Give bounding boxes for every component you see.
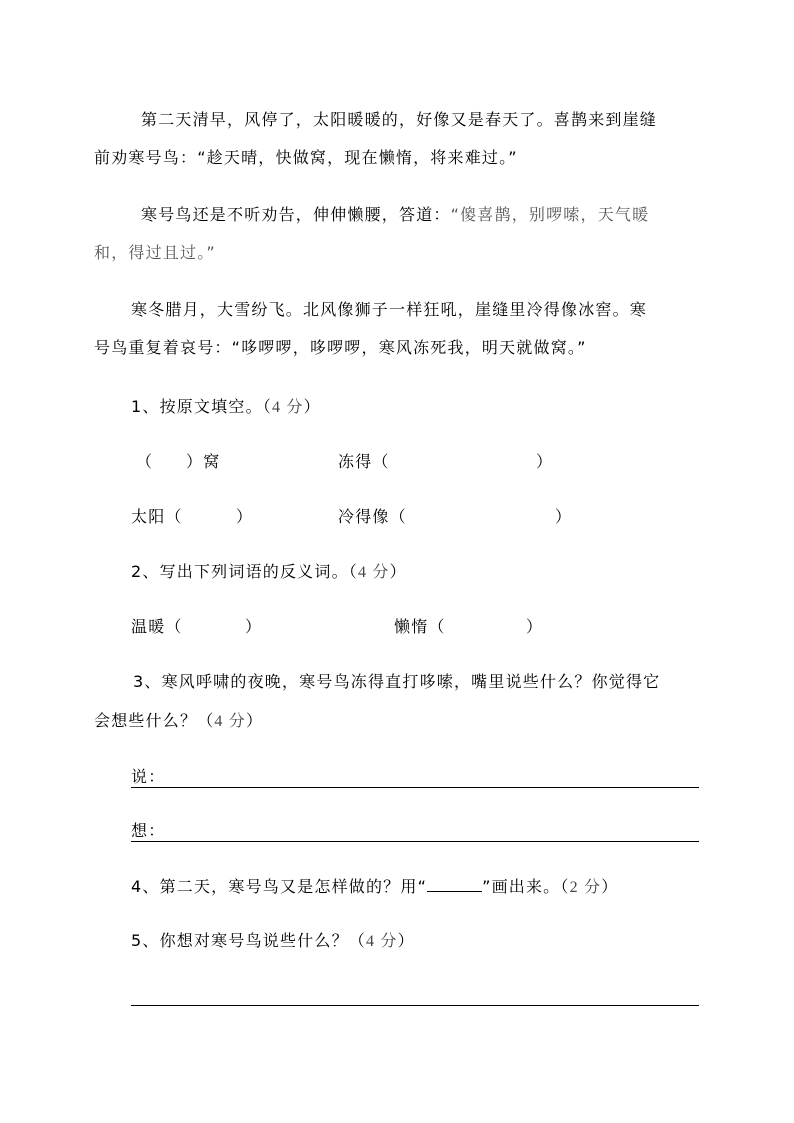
q1-points-close: ） <box>303 397 321 416</box>
passage-p2-line1 <box>141 205 649 225</box>
q3-say-answer-line[interactable] <box>131 787 699 788</box>
q3-say-label: 说： <box>131 767 166 786</box>
question-3-line2 <box>94 711 263 732</box>
question-4 <box>131 877 618 898</box>
passage-p3-line1: 寒冬腊月，大雪纷飞。北风像狮子一样狂吼，崖缝里冷得像冰窖。寒 <box>131 300 648 319</box>
q5-answer-line[interactable] <box>131 1005 699 1006</box>
q1-blank-a-open: （ <box>136 452 154 471</box>
q5-points-close: ） <box>397 931 415 950</box>
q4-points: 2 分 <box>569 879 602 896</box>
q2-points-open: （ <box>348 562 358 581</box>
q3-think-answer-line[interactable] <box>131 841 699 842</box>
q1-blank-d-label: 冷得像（ <box>338 507 407 526</box>
passage-p2-line1-a: 寒号鸟还是不听劝告，伸伸懒腰，答道： <box>141 205 451 224</box>
q1-points: 4 分 <box>271 399 304 416</box>
question-3-line1: 3、寒风呼啸的夜晚，寒号鸟冻得直打哆嗦，嘴里说些什么？你觉得它 <box>133 672 661 691</box>
q3-points-close: ） <box>246 711 264 730</box>
q5-points: 4 分 <box>365 933 398 950</box>
q2-blank-b-close: ） <box>526 617 544 636</box>
passage-p2-line1-b: “傻喜鹊，别啰嗦，天气暖 <box>450 205 650 224</box>
q2-blank-b-label: 懒惰（ <box>394 617 446 636</box>
q2-points: 4 分 <box>357 564 390 581</box>
q3-line2-text: 会想些什么？（ <box>94 711 215 730</box>
q4-underline-sample <box>427 877 482 892</box>
q1-blank-b-close: ） <box>536 452 554 471</box>
q4-text-a: 4、第二天，寒号鸟又是怎样做的？用“ <box>131 877 428 896</box>
q2-text: 2、写出下列词语的反义词。 <box>131 562 349 581</box>
q2-blank-a-close: ） <box>245 617 263 636</box>
passage-p1-line2: 前劝寒号鸟：“趁天晴，快做窝，现在懒惰，将来难过。” <box>94 148 518 167</box>
q1-text: 1、按原文填空。 <box>131 397 263 416</box>
q4-points-close: ） <box>601 877 619 896</box>
q4-text-b: ”画出来。（ <box>482 877 570 896</box>
q3-think-label: 想： <box>131 821 166 840</box>
passage-p3-line2: 号鸟重复着哀号：“哆啰啰，哆啰啰，寒风冻死我，明天就做窝。” <box>94 338 587 357</box>
q1-blank-a-close: ）窝 <box>186 452 221 471</box>
question-2-title <box>131 562 407 583</box>
q1-blank-c-close: ） <box>236 507 254 526</box>
q2-blank-a-label: 温暖（ <box>131 617 183 636</box>
q5-text: 5、你想对寒号鸟说些什么？（ <box>131 931 366 950</box>
q2-points-close: ） <box>389 562 407 581</box>
question-1-title <box>131 397 321 418</box>
q1-blank-b-label: 冻得（ <box>338 452 390 471</box>
question-5 <box>131 931 415 952</box>
q1-blank-c-label: 太阳（ <box>131 507 183 526</box>
q1-blank-d-close: ） <box>555 507 573 526</box>
passage-p1-line1: 第二天清早，风停了，太阳暖暖的，好像又是春天了。喜鹊来到崖缝 <box>141 110 658 129</box>
q3-points: 4 分 <box>214 713 247 730</box>
q1-points-open: （ <box>262 397 272 416</box>
passage-p2-line2: 和，得过且过。” <box>94 243 216 262</box>
